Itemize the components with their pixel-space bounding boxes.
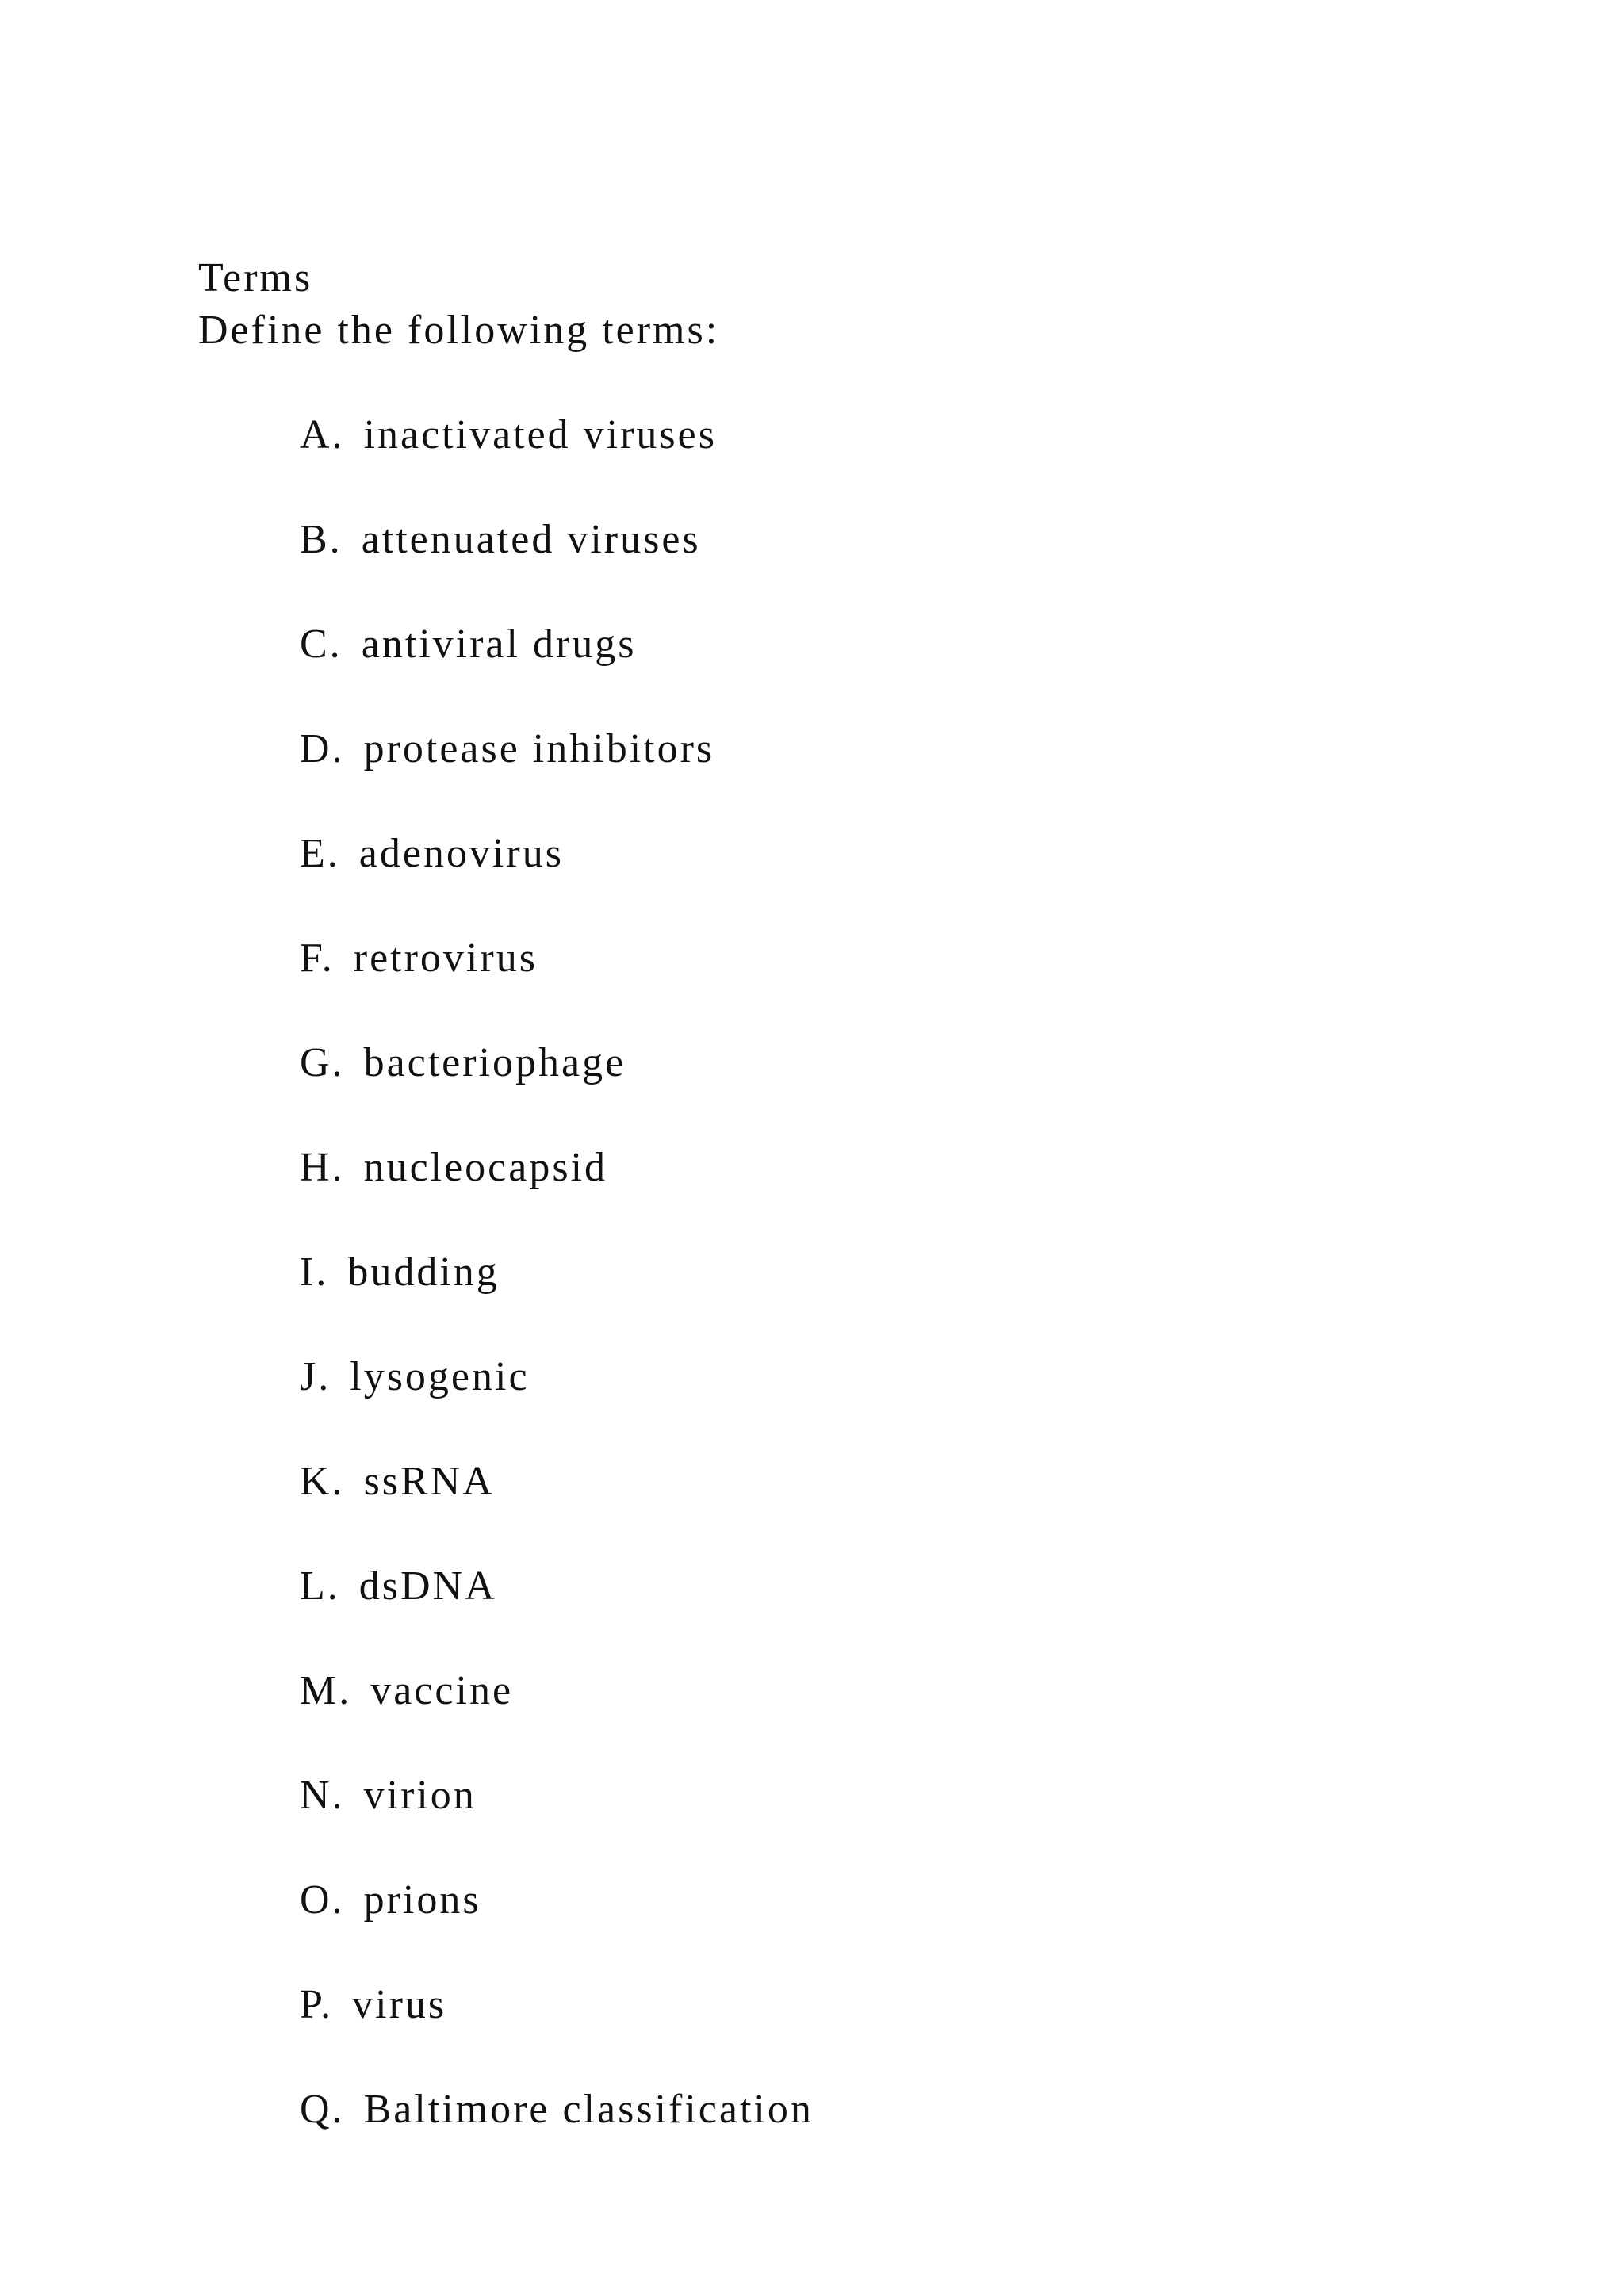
term-item-b xyxy=(198,461,814,562)
term-letter: P. xyxy=(300,1982,334,2027)
term-text: lysogenic xyxy=(350,1354,530,1399)
term-text: prions xyxy=(363,1877,481,1923)
term-letter: I. xyxy=(300,1249,329,1295)
term-text: virus xyxy=(352,1982,447,2027)
term-item-a xyxy=(198,357,814,457)
term-letter: Q. xyxy=(300,2087,345,2132)
term-text: retrovirus xyxy=(353,936,538,981)
document-instruction: Define the following terms: xyxy=(198,308,720,353)
term-letter: C. xyxy=(300,622,343,667)
term-text: attenuated viruses xyxy=(361,517,701,562)
term-text: adenovirus xyxy=(358,831,564,876)
term-text: protease inhibitors xyxy=(363,726,715,771)
term-item-q xyxy=(198,2031,814,2132)
term-item-d xyxy=(198,671,814,771)
term-letter: H. xyxy=(300,1145,345,1190)
term-item-n xyxy=(198,1717,814,1818)
term-text: ssRNA xyxy=(363,1459,495,1504)
term-item-o xyxy=(198,1822,814,1923)
term-item-p xyxy=(198,1927,814,2027)
term-item-g xyxy=(198,985,814,1085)
term-item-e xyxy=(198,775,814,876)
term-text: Baltimore classification xyxy=(363,2087,814,2132)
term-letter: N. xyxy=(300,1773,345,1818)
term-letter: L. xyxy=(300,1563,340,1609)
term-letter: M. xyxy=(300,1668,352,1713)
term-letter: E. xyxy=(300,831,340,876)
document-content xyxy=(198,252,814,2132)
term-text: vaccine xyxy=(370,1668,514,1713)
term-letter: A. xyxy=(300,412,345,457)
term-item-l xyxy=(198,1508,814,1609)
term-text: dsDNA xyxy=(358,1563,497,1609)
term-item-c xyxy=(198,566,814,667)
term-text: inactivated viruses xyxy=(363,412,717,457)
term-letter: K. xyxy=(300,1459,345,1504)
term-item-j xyxy=(198,1299,814,1399)
term-item-f xyxy=(198,880,814,981)
term-item-m xyxy=(198,1613,814,1713)
term-text: budding xyxy=(347,1249,500,1295)
term-letter: F. xyxy=(300,936,335,981)
term-letter: B. xyxy=(300,517,343,562)
term-letter: J. xyxy=(300,1354,331,1399)
term-text: nucleocapsid xyxy=(363,1145,608,1190)
term-letter: G. xyxy=(300,1040,345,1085)
term-item-h xyxy=(198,1089,814,1190)
document-title: Terms xyxy=(198,255,313,300)
term-text: antiviral drugs xyxy=(361,622,637,667)
term-letter: D. xyxy=(300,726,345,771)
term-item-i xyxy=(198,1194,814,1295)
term-list xyxy=(198,357,814,2132)
term-item-k xyxy=(198,1403,814,1504)
term-text: bacteriophage xyxy=(363,1040,626,1085)
term-text: virion xyxy=(363,1773,477,1818)
term-letter: O. xyxy=(300,1877,345,1923)
